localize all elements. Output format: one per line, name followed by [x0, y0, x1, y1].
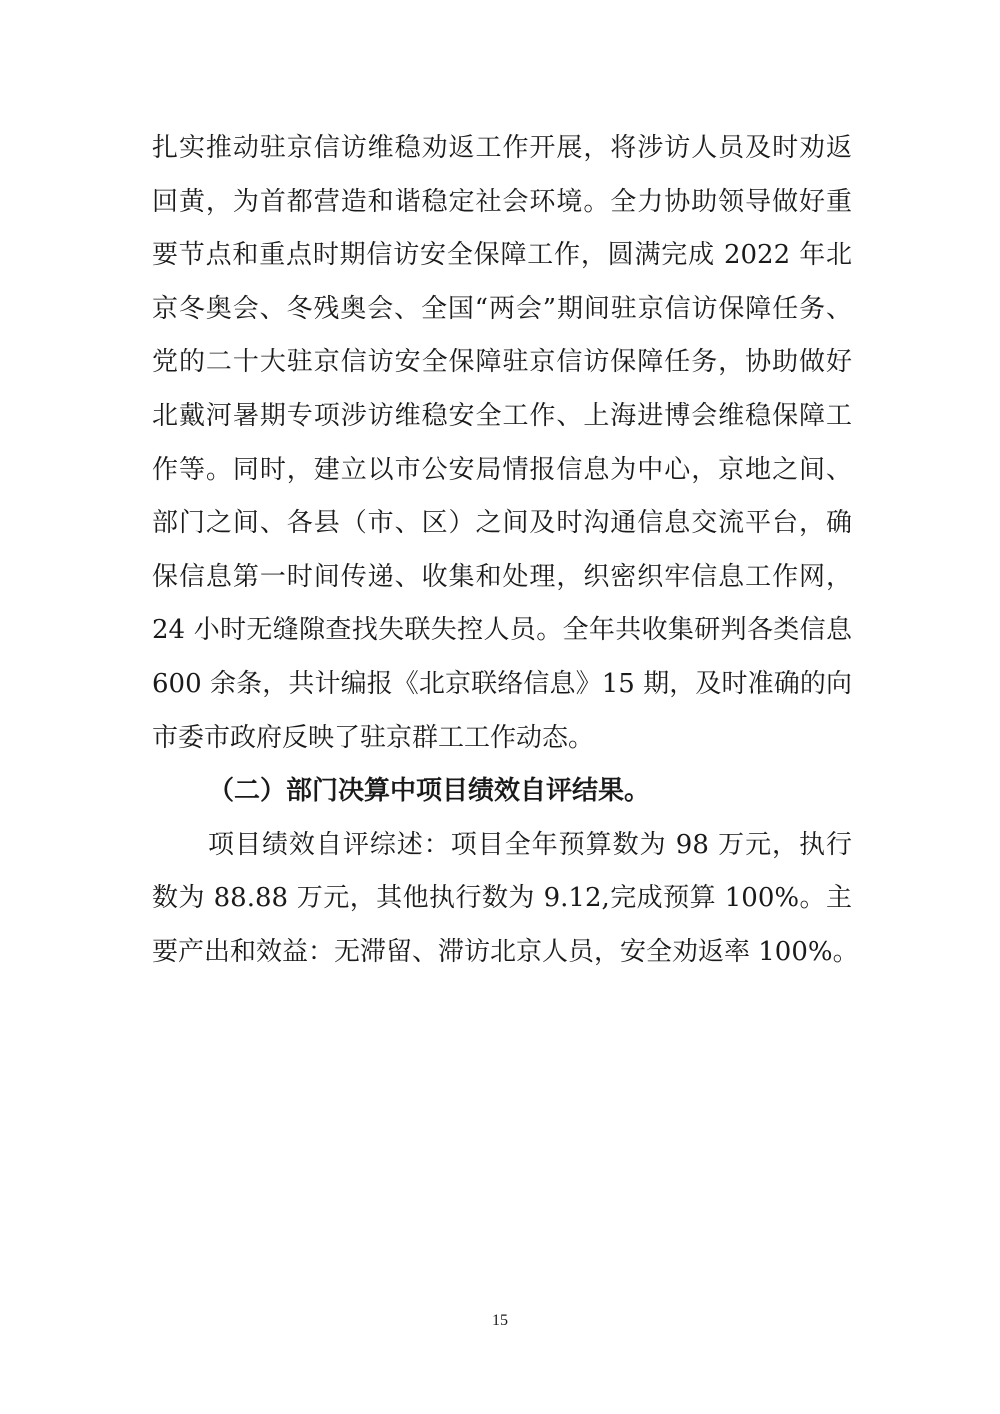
- paragraph-line: 回黄，为首都营造和谐稳定社会环境。全力协助领导做好重: [152, 186, 852, 217]
- paragraph-line: 600 余条，共计编报《北京联络信息》15 期，及时准确的向: [152, 668, 852, 699]
- paragraph-line: 保信息第一时间传递、收集和处理，织密织牢信息工作网，: [152, 561, 852, 592]
- body-text: [152, 122, 859, 980]
- paragraph-line: 要产出和效益：无滞留、滞访北京人员，安全劝返率 100%。: [152, 936, 859, 967]
- paragraph-line: 党的二十大驻京信访安全保障驻京信访保障任务，协助做好: [152, 347, 852, 378]
- paragraph-line: 部门之间、各县（市、区）之间及时沟通信息交流平台，确: [152, 508, 852, 539]
- paragraph-line: 京冬奥会、冬残奥会、全国“两会”期间驻京信访保障任务、: [152, 293, 852, 324]
- paragraph-line: 要节点和重点时期信访安全保障工作，圆满完成 2022 年北: [152, 240, 852, 271]
- paragraph-line: 24 小时无缝隙查找失联失控人员。全年共收集研判各类信息: [152, 615, 852, 646]
- paragraph-line: 数为 88.88 万元，其他执行数为 9.12,完成预算 100%。主: [152, 883, 852, 914]
- paragraph-line: 作等。同时，建立以市公安局情报信息为中心，京地之间、: [152, 454, 852, 485]
- page-number: 15: [492, 1312, 508, 1329]
- section-heading: （二）部门决算中项目绩效自评结果。: [208, 776, 651, 807]
- paragraph-line: 市委市政府反映了驻京群工工作动态。: [152, 722, 595, 753]
- paragraph-line: 项目绩效自评综述：项目全年预算数为 98 万元，执行: [208, 829, 852, 860]
- paragraph-line: 扎实推动驻京信访维稳劝返工作开展，将涉访人员及时劝返: [152, 133, 852, 163]
- paragraph-line: 北戴河暑期专项涉访维稳安全工作、上海进博会维稳保障工: [152, 400, 852, 431]
